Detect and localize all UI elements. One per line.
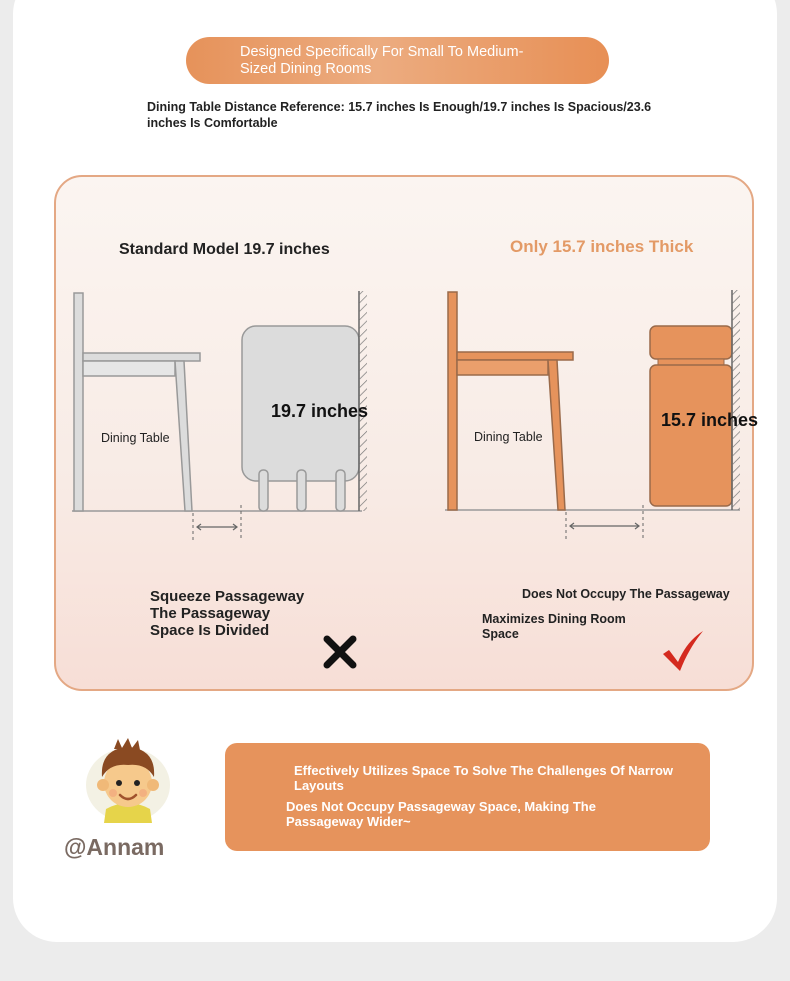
avatar: [86, 737, 176, 825]
standard-table-label: Dining Table: [101, 431, 170, 445]
thin-width-label: 15.7 inches: [661, 410, 759, 430]
thin-chair-back-drawing: [650, 290, 740, 510]
benefit-line-2: Does Not Occupy Passageway Space, Making The Passageway Wider~: [286, 799, 596, 829]
standard-caption-line: Squeeze Passageway: [150, 588, 305, 605]
standard-caption: [150, 588, 304, 639]
headline-text: Designed Specifically For Small To Medium-Sized Dining Rooms: [240, 44, 524, 77]
standard-caption-line: The Passageway: [150, 605, 271, 622]
thin-table-label: Dining Table: [474, 430, 543, 444]
standard-caption-line: Space Is Divided: [150, 622, 270, 639]
distance-reference: Dining Table Distance Reference: 15.7 inches Is Enough/19.7 inches Is Spacious/23.6 inches Is Comfortable: [147, 100, 652, 130]
author-handle: @Annam: [64, 834, 165, 860]
standard-width-label: 19.7 inches: [271, 401, 369, 421]
benefit-line-1: Effectively Utilizes Space To Solve The Challenges Of Narrow Layouts: [294, 763, 674, 793]
standard-model-title: Standard Model 19.7 inches: [119, 241, 330, 258]
cross-icon: [322, 634, 358, 670]
check-icon: [660, 628, 706, 674]
thin-caption: Maximizes Dining Room Space: [482, 612, 626, 641]
thin-model-title: Only 15.7 inches Thick: [510, 237, 694, 256]
benefit-box: [225, 743, 710, 851]
thin-caption-top: Does Not Occupy The Passageway: [522, 587, 730, 601]
